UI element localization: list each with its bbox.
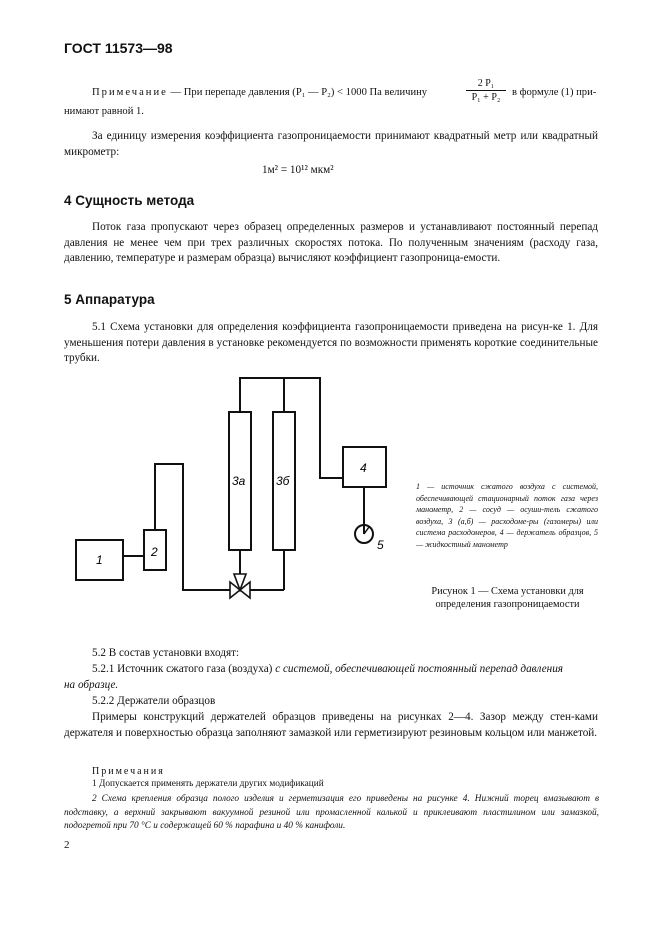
pressure-fraction xyxy=(466,78,506,103)
item-5-2-1-italic: с системой, обеспечивающей постоянный перепад давления xyxy=(272,663,564,675)
label-5: 5 xyxy=(377,538,384,552)
figure-legend: 1 — источник сжатого воздуха с системой, обеспечивающей стационарный поток газа через манометр, 2 — сосуд — осуши-тель сжатого воздуха, 3 (а,б) — расходоме-ры (газомеры) или система расходомеров, 4 — держатель образцов, 5 — жидкостный манометр xyxy=(416,482,598,549)
paragraph-5-1: 5.1 Схема установки для определения коэффициента газопроницаемости приведена на рисун-ке 1. Для уменьшения потери давления в установке рекомендуется по возможности применять короткие соединительные трубки. xyxy=(64,321,598,364)
fraction-numerator: 2 P₁ xyxy=(477,78,495,89)
label-4: 4 xyxy=(360,461,367,475)
label-3a: 3a xyxy=(232,474,246,488)
item-5-2-2: 5.2.2 Держатели образцов xyxy=(92,695,216,707)
item-5-2-2-text: Примеры конструкций держателей образцов приведены на рисунках 2—4. Зазор между стен-ками держателя и поверхностью образца заполняют замазкой или герметизируют резиновым кольцом или манжетой. xyxy=(64,711,598,739)
item-5-2-1-italic-cont: на образце. xyxy=(64,679,119,691)
figure-caption: Рисунок 1 — Схема установки для определения газопроницаемости xyxy=(431,586,584,610)
section-5-2-title: 5.2 В состав установки входят: xyxy=(92,647,240,659)
section-4-text: Поток газа пропускают через образец определенных размеров и устанавливают постоянный перепад давления не менее чем при трех различных скоростях потока. По полученным значениям (расходу газа, давлению, температуре и размерам образца) вычисляют коэффициент газопроница-емости. xyxy=(64,221,598,264)
note-line-1 xyxy=(92,86,427,100)
three-way-valve xyxy=(230,574,250,598)
section-5-title: 5 Аппаратура xyxy=(64,292,155,307)
note-text-after: в формуле (1) при- xyxy=(512,87,597,98)
item-5-2-1-plain: 5.2.1 Источник сжатого газа (воздуха) xyxy=(92,663,273,675)
note-2-1: 1 Допускается применять держатели других модификаций xyxy=(92,779,324,789)
fraction-denominator: P₁ + P₂ xyxy=(471,92,501,103)
notes-title: Примечания xyxy=(92,766,165,777)
section-4-title: 4 Сущность метода xyxy=(64,193,195,208)
note-text-before: — При перепаде давления (P₁ — P₂) < 1000 Па величину xyxy=(170,87,428,98)
apparatus-diagram xyxy=(60,360,420,620)
note-label: Примечание xyxy=(92,87,168,98)
unit-paragraph: За единицу измерения коэффициента газопроницаемости принимают квадратный метр или квадратный микрометр: xyxy=(64,130,598,158)
note-2-2: 2 Схема крепления образца полого изделия и герметизация его приведены на рисунке 4. Нижний торец вмазывают в подставку, а верхний закрывают вакуумной резиной или промасленной калькой и приклеивают пластилином или замазкой, подогретой при 70 °С и содержащей 60 % парафина и 40 % канифоли. xyxy=(64,794,599,831)
note-line-2: нимают равной 1. xyxy=(64,106,144,117)
label-1: 1 xyxy=(96,553,103,567)
label-2: 2 xyxy=(151,545,158,559)
item-5-2-1 xyxy=(64,662,598,678)
document-header: ГОСТ 11573—98 xyxy=(64,40,173,56)
page-number: 2 xyxy=(64,839,70,851)
label-3b: 3б xyxy=(276,474,290,488)
unit-formula: 1м² = 10¹² мкм² xyxy=(262,164,334,176)
